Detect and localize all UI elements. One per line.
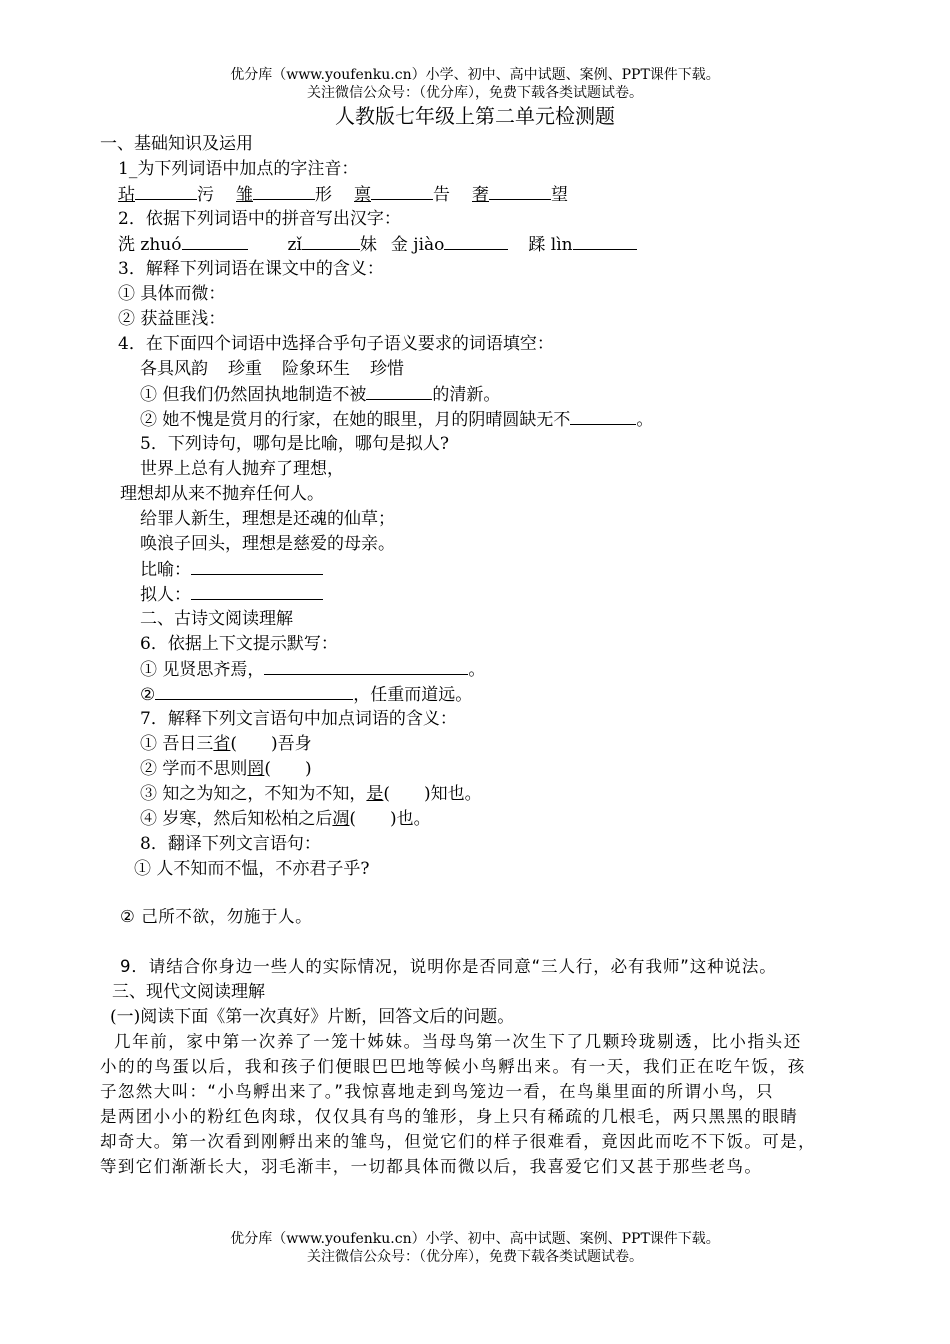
q5-poem-line-4: 唤浪子回头，理想是慈爱的母亲。 — [140, 534, 395, 554]
q4-blank-1[interactable] — [366, 382, 432, 400]
passage-line-5: 却奇大。第一次看到刚孵出来的雏鸟，但觉它们的样子很难看，竟因此而吃不下饭。可是， — [100, 1132, 816, 1151]
section-2-heading: 二、古诗文阅读理解 — [140, 609, 293, 629]
q2-item-4: 蹂 lìn — [528, 235, 573, 255]
q5-poem-line-1: 世界上总有人抛弃了理想， — [140, 459, 344, 479]
q1-prompt: 1_为下列词语中加点的字注音： — [118, 159, 359, 179]
q1-rest-2: 形 — [315, 185, 332, 205]
q5-metaphor-blank[interactable] — [191, 557, 323, 575]
q2-item-2-after: 妹 — [359, 235, 377, 255]
q4-sentence-2: ② 她不愧是赏月的行家，在她的眼里，月的阴晴圆缺无不 。 — [140, 407, 653, 432]
q2-prompt: 2．依据下列词语中的拼音写出汉字： — [118, 209, 401, 229]
q8-prompt: 8．翻译下列文言语句： — [140, 834, 321, 854]
q4-word-3: 险象环生 — [282, 359, 350, 379]
section-3-heading: 三、现代文阅读理解 — [112, 982, 265, 1002]
q1-char-2: 雏 — [236, 185, 253, 205]
q1-rest-3: 告 — [433, 185, 450, 205]
q5-personify-blank[interactable] — [191, 582, 323, 600]
q7-item-1: ① 吾日三省( )吾身 — [140, 734, 312, 754]
q5-personify: 拟人： — [140, 582, 323, 607]
q3-prompt: 3．解释下列词语在课文中的含义： — [118, 259, 384, 279]
q1-rest-1: 污 — [197, 185, 214, 205]
q6-prompt: 6．依据上下文提示默写： — [140, 634, 338, 654]
q2-item-2: zǐ — [287, 235, 302, 255]
q2-items — [118, 232, 637, 257]
q6-item-a: ① 见贤思齐焉， 。 — [140, 657, 485, 682]
q1-char-1: 玷 — [118, 185, 135, 205]
q3-item-b: ② 获益匪浅： — [118, 309, 226, 329]
q8-item-a: ① 人不知而不愠，不亦君子乎? — [134, 859, 370, 879]
header-line-1: 优分库（www.youfenku.cn）小学、初中、高中试题、案例、PPT课件下载。 — [230, 67, 720, 83]
passage-line-2: 小的的鸟蛋以后，我和孩子们便眼巴巴地等候小鸟孵出来。有一天，我们正在吃午饭，孩 — [100, 1057, 806, 1076]
q4-word-bank — [140, 357, 404, 381]
q4-blank-2[interactable] — [570, 407, 636, 425]
q1-char-4: 奢 — [472, 185, 489, 205]
q1-char-3: 禀 — [354, 185, 371, 205]
q7-item-4: ④ 岁寒，然后知松柏之后凋( )也。 — [140, 809, 431, 829]
q4-sentence-1: ① 但我们仍然固执地制造不被 的清新。 — [140, 382, 500, 407]
q6-item-b: ② ，任重而道远。 — [140, 682, 472, 707]
footer-line-1: 优分库（www.youfenku.cn）小学、初中、高中试题、案例、PPT课件下载。 — [230, 1231, 720, 1247]
q6-blank-b[interactable] — [155, 682, 353, 700]
passage-line-3: 子忽然大叫：“小鸟孵出来了。”我惊喜地走到鸟笼边一看，在鸟巢里面的所谓小鸟，只 — [100, 1082, 774, 1101]
q4-word-2: 珍重 — [228, 359, 262, 379]
q1-items — [118, 182, 568, 207]
q4-word-4: 珍惜 — [370, 359, 404, 379]
passage-line-4: 是两团小小的粉红色肉球，仅仅具有鸟的雏形，身上只有稀疏的几根毛，两只黑黑的眼睛 — [100, 1107, 799, 1126]
passage-line-6: 等到它们渐渐长大，羽毛渐丰，一切都具体而微以后，我喜爱它们又甚于那些老鸟。 — [100, 1157, 763, 1176]
footer-line-2: 关注微信公众号：（优分库），免费下载各类试题试卷。 — [307, 1249, 643, 1265]
q5-metaphor: 比喻： — [140, 557, 323, 582]
q4-prompt: 4．在下面四个词语中选择合乎句子语义要求的词语填空： — [118, 334, 554, 354]
q9-prompt: 9．请结合你身边一些人的实际情况，说明你是否同意“三人行，必有我师”这种说法。 — [120, 957, 777, 976]
q3-item-a: ① 具体而微： — [118, 284, 226, 304]
q7-item-3: ③ 知之为知之，不知为不知，是( )知也。 — [140, 784, 482, 804]
q4-word-1: 各具风韵 — [140, 359, 208, 379]
q7-prompt: 7．解释下列文言语句中加点词语的含义： — [140, 709, 457, 729]
q5-poem-line-2: 理想却从来不抛弃任何人。 — [120, 484, 324, 504]
section-1-heading: 一、基础知识及运用 — [100, 134, 253, 154]
q5-poem-line-3: 给罪人新生，理想是还魂的仙草； — [140, 509, 395, 529]
header-line-2: 关注微信公众号：（优分库），免费下载各类试题试卷。 — [307, 85, 643, 101]
reading-1-intro: (一)阅读下面《第一次真好》片断，回答文后的问题。 — [110, 1007, 515, 1027]
page-title: 人教版七年级上第二单元检测题 — [335, 104, 615, 128]
passage-line-1: 几年前，家中第一次养了一笼十姊妹。当母鸟第一次生下了几颗玲珑剔透，比小指头还 — [114, 1032, 802, 1051]
q1-rest-4: 望 — [551, 185, 568, 205]
q2-item-3: 金 jiào — [390, 235, 445, 255]
q2-item-1: 洗 zhuó — [118, 235, 182, 255]
q6-blank-a[interactable] — [264, 657, 468, 675]
q5-prompt: 5．下列诗句，哪句是比喻，哪句是拟人? — [140, 434, 449, 454]
q7-item-2: ② 学而不思则罔( ) — [140, 759, 312, 779]
q8-item-b: ② 己所不欲，勿施于人。 — [120, 907, 313, 926]
